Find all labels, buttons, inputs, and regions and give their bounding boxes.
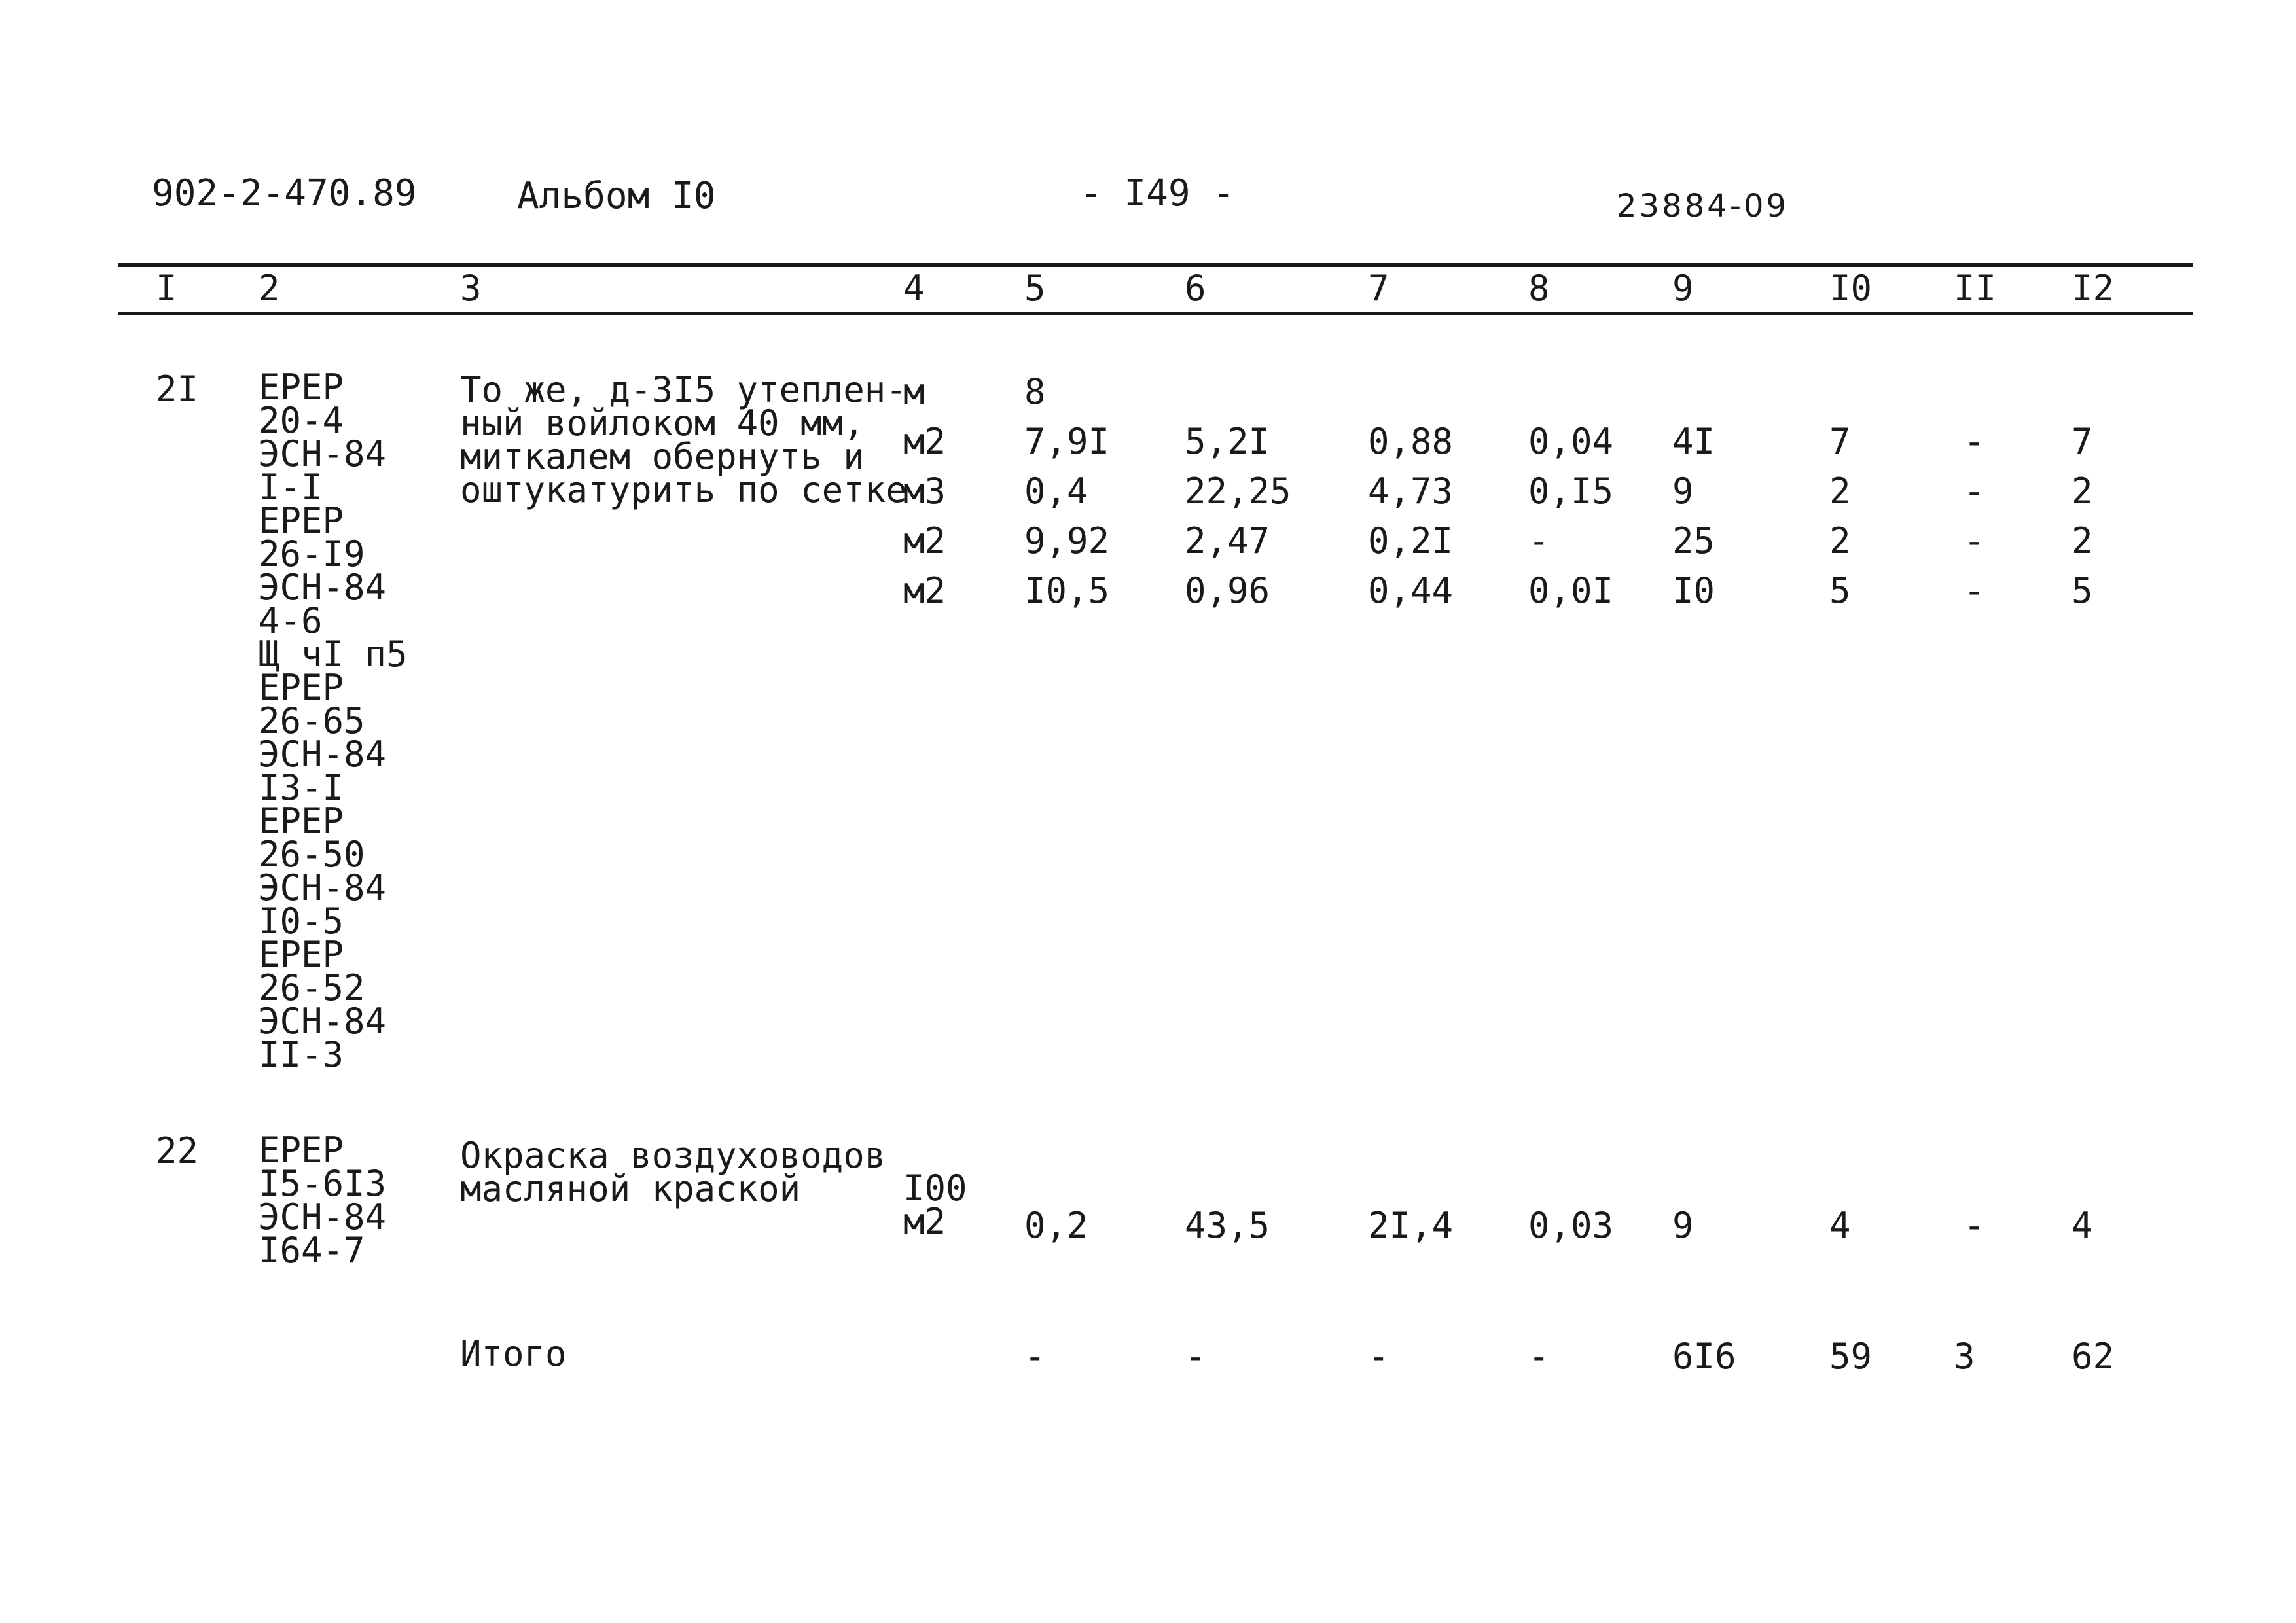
- inventory-number: 23884-09: [1617, 188, 1789, 224]
- norm-code: ЕРЕР: [259, 667, 344, 708]
- value-cell: 0,I5: [1528, 471, 1614, 512]
- norm-code: ЕРЕР: [259, 934, 344, 975]
- value-cell: 2: [1829, 471, 1851, 512]
- value-cell: 9: [1672, 471, 1694, 512]
- value-cell: 7: [1829, 421, 1851, 462]
- total-value: 3: [1954, 1336, 1975, 1377]
- total-value: -: [1024, 1336, 1046, 1377]
- document-code: 902-2-470.89: [152, 172, 417, 215]
- norm-code: I64-7: [259, 1230, 365, 1271]
- column-header: 6: [1185, 268, 1206, 309]
- total-value: 62: [2072, 1336, 2115, 1377]
- norm-code: 26-65: [259, 700, 365, 741]
- norm-code: I0-5: [259, 901, 344, 942]
- value-cell: 4,73: [1368, 471, 1454, 512]
- total-value: 59: [1829, 1336, 1873, 1377]
- value-cell: 0,96: [1185, 570, 1270, 611]
- norm-code: ЕРЕР: [259, 366, 344, 408]
- value-cell: 0,04: [1528, 421, 1614, 462]
- norm-code: ЭСН-84: [259, 867, 387, 908]
- column-header: I2: [2072, 268, 2115, 309]
- value-cell: 2: [2072, 471, 2093, 512]
- value-cell: 7: [2072, 421, 2093, 462]
- total-value: 6I6: [1672, 1336, 1736, 1377]
- column-header: 3: [460, 268, 482, 309]
- column-header: I0: [1829, 268, 1873, 309]
- total-value: -: [1528, 1336, 1550, 1377]
- column-header: 7: [1368, 268, 1390, 309]
- unit-cell: м2: [903, 1201, 946, 1242]
- total-value: -: [1368, 1336, 1390, 1377]
- column-header: 2: [259, 268, 280, 309]
- norm-code: 20-4: [259, 400, 344, 441]
- column-header: 8: [1528, 268, 1550, 309]
- value-cell: 2: [2072, 520, 2093, 562]
- description-line: То же, д-3I5 утеплен-: [460, 369, 907, 410]
- value-cell: 4: [2072, 1205, 2093, 1246]
- unit-cell: м2: [903, 570, 946, 611]
- norm-code: ЭСН-84: [259, 734, 387, 775]
- description-line: Окраска воздуховодов: [460, 1135, 886, 1176]
- value-cell: -: [1964, 421, 1985, 462]
- norm-code: 26-I9: [259, 533, 365, 575]
- value-cell: 2,47: [1185, 520, 1270, 562]
- column-header: 5: [1024, 268, 1046, 309]
- norm-code: ЭСН-84: [259, 567, 387, 608]
- value-cell: 5: [2072, 570, 2093, 611]
- table-top-rule: [118, 263, 2193, 267]
- norm-code: 26-52: [259, 967, 365, 1008]
- norm-code: I-I: [259, 467, 323, 508]
- column-header: 9: [1672, 268, 1694, 309]
- column-header: I: [156, 268, 177, 309]
- row-number: 22: [156, 1130, 199, 1171]
- value-cell: 5: [1829, 570, 1851, 611]
- value-cell: 0,2: [1024, 1205, 1088, 1246]
- total-value: -: [1185, 1336, 1206, 1377]
- value-cell: 9: [1672, 1205, 1694, 1246]
- value-cell: 0,4: [1024, 471, 1088, 512]
- description-line: ный войлоком 40 мм,: [460, 402, 865, 444]
- norm-code: ЭСН-84: [259, 433, 387, 474]
- page-number: - I49 -: [1080, 172, 1235, 215]
- value-cell: 8: [1024, 371, 1046, 412]
- value-cell: 0,88: [1368, 421, 1454, 462]
- norm-code: II-3: [259, 1034, 344, 1075]
- value-cell: I0: [1672, 570, 1715, 611]
- column-header: 4: [903, 268, 925, 309]
- value-cell: -: [1528, 520, 1550, 562]
- unit-cell: м: [903, 371, 925, 412]
- norm-code: 26-50: [259, 834, 365, 875]
- value-cell: 25: [1672, 520, 1715, 562]
- norm-code: ЕРЕР: [259, 800, 344, 842]
- value-cell: -: [1964, 520, 1985, 562]
- description-line: масляной краской: [460, 1168, 801, 1209]
- value-cell: I0,5: [1024, 570, 1110, 611]
- norm-code: ЭСН-84: [259, 1196, 387, 1238]
- table-header-bottom-rule: [118, 312, 2193, 315]
- value-cell: 22,25: [1185, 471, 1291, 512]
- norm-code: I3-I: [259, 767, 344, 808]
- norm-code: I5-6I3: [259, 1163, 387, 1204]
- value-cell: 43,5: [1185, 1205, 1270, 1246]
- unit-cell: м3: [903, 471, 946, 512]
- value-cell: 9,92: [1024, 520, 1110, 562]
- value-cell: 4I: [1672, 421, 1715, 462]
- value-cell: -: [1964, 570, 1985, 611]
- value-cell: 4: [1829, 1205, 1851, 1246]
- value-cell: 5,2I: [1185, 421, 1270, 462]
- norm-code: Щ чI п5: [259, 633, 408, 675]
- value-cell: -: [1964, 1205, 1985, 1246]
- unit-cell: I00: [903, 1168, 967, 1209]
- row-number: 2I: [156, 368, 199, 410]
- album-label: Альбом I0: [517, 175, 716, 217]
- norm-code: 4-6: [259, 600, 323, 641]
- unit-cell: м2: [903, 520, 946, 562]
- norm-code: ЕРЕР: [259, 500, 344, 541]
- value-cell: 0,44: [1368, 570, 1454, 611]
- value-cell: 0,03: [1528, 1205, 1614, 1246]
- value-cell: -: [1964, 471, 1985, 512]
- description-line: оштукатурить по сетке: [460, 469, 907, 510]
- total-label: Итого: [460, 1333, 567, 1374]
- value-cell: 0,0I: [1528, 570, 1614, 611]
- value-cell: 0,2I: [1368, 520, 1454, 562]
- value-cell: 2I,4: [1368, 1205, 1454, 1246]
- norm-code: ЭСН-84: [259, 1001, 387, 1042]
- column-header: II: [1954, 268, 1997, 309]
- value-cell: 7,9I: [1024, 421, 1110, 462]
- description-line: миткалем обернуть и: [460, 436, 865, 477]
- value-cell: 2: [1829, 520, 1851, 562]
- norm-code: ЕРЕР: [259, 1130, 344, 1171]
- unit-cell: м2: [903, 421, 946, 462]
